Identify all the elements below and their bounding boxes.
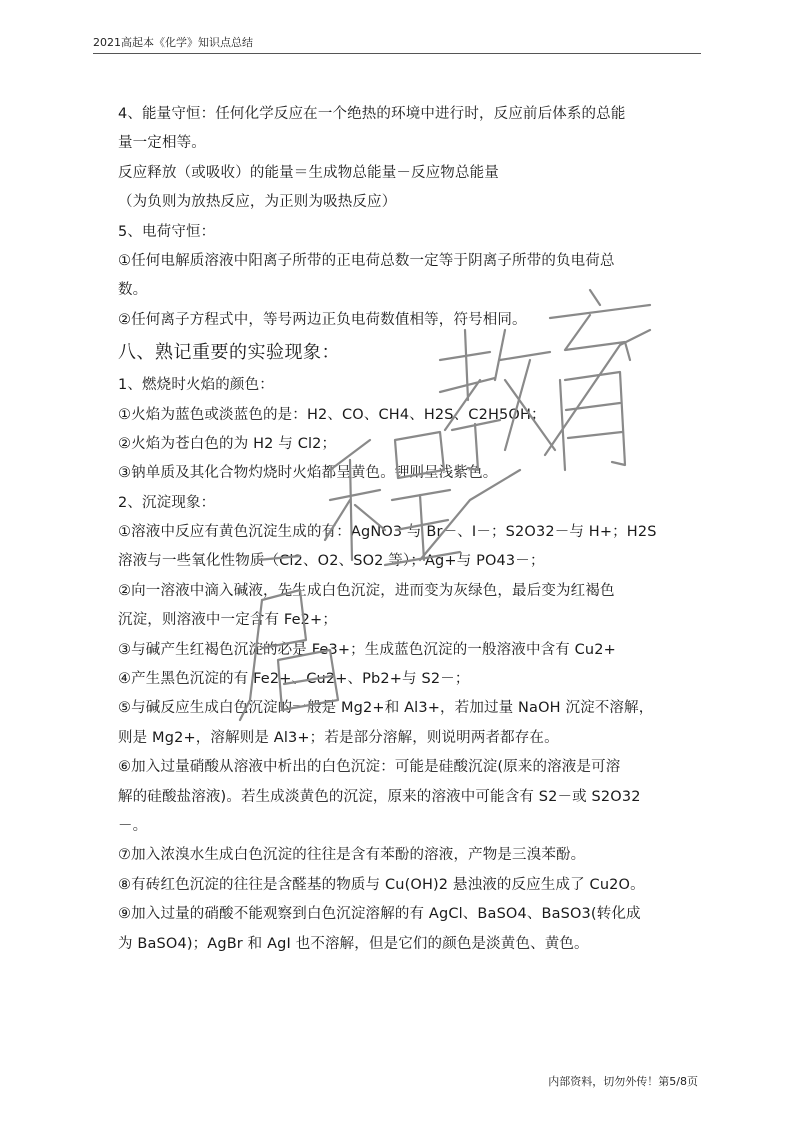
paragraph-line: 5、电荷守恒： (118, 223, 216, 240)
paragraph-line: 为 BaSO4)；AgBr 和 AgI 也不溶解，但是它们的颜色是淡黄色、黄色。 (118, 935, 589, 952)
paragraph-line: 1、燃烧时火焰的颜色： (118, 377, 274, 394)
paragraph-line: ④产生黑色沉淀的有 Fe2+、Cu2+、Pb2+与 S2－； (118, 671, 470, 688)
paragraph-line: 量一定相等。 (118, 135, 206, 152)
paragraph-line: ③钠单质及其化合物灼烧时火焰都呈黄色。钾则呈浅紫色。 (118, 465, 498, 482)
paragraph-line: 反应释放（或吸收）的能量＝生成物总能量－反应物总能量 (118, 164, 499, 181)
paragraph-line: 则是 Mg2+，溶解则是 Al3+；若是部分溶解，则说明两者都存在。 (118, 729, 559, 746)
section-heading: 八、熟记重要的实验现象： (118, 342, 340, 364)
paragraph-line: ②火焰为苍白色的为 H2 与 Cl2； (118, 435, 337, 452)
paragraph-line: 4、能量守恒：任何化学反应在一个绝热的环境中进行时，反应前后体系的总能 (118, 106, 626, 122)
page-header (93, 34, 701, 54)
paragraph-line: ③与碱产生红褐色沉淀的必是 Fe3+；生成蓝色沉淀的一般溶液中含有 Cu2+ (118, 641, 616, 658)
paragraph-line: ②任何离子方程式中，等号两边正负电荷数值相等，符号相同。 (118, 311, 527, 328)
paragraph-line: ⑥加入过量硝酸从溶液中析出的白色沉淀：可能是硅酸沉淀(原来的溶液是可溶 (118, 759, 621, 776)
paragraph-line: ⑧有砖红色沉淀的往往是含醛基的物质与 Cu(OH)2 悬浊液的反应生成了 Cu2O。 (118, 876, 645, 893)
paragraph-line: ①溶液中反应有黄色沉淀生成的有：AgNO3 与 Br－、I－；S2O32－与 H+；H2S (118, 524, 657, 541)
page-footer (548, 1073, 698, 1089)
paragraph-line: ②向一溶液中滴入碱液，先生成白色沉淀，进而变为灰绿色，最后变为红褐色 (118, 582, 615, 599)
paragraph-line: 数。 (118, 282, 148, 299)
paragraph-line: ①火焰为蓝色或淡蓝色的是：H2、CO、CH4、H2S、C2H5OH； (118, 406, 546, 423)
paragraph-line: ①任何电解质溶液中阳离子所带的正电荷总数一定等于阴离子所带的负电荷总 (118, 252, 615, 269)
document-body (118, 100, 678, 959)
paragraph-line: 溶液与一些氧化性物质（Cl2、O2、SO2 等）；Ag+与 PO43－； (118, 553, 545, 570)
paragraph-line: ⑤与碱反应生成白色沉淀的一般是 Mg2+和 Al3+，若加过量 NaOH 沉淀不溶解， (118, 700, 654, 717)
paragraph-line: 2、沉淀现象： (118, 494, 216, 511)
paragraph-line: ⑨加入过量的硝酸不能观察到白色沉淀溶解的有 AgCl、BaSO4、BaSO3(转化成 (118, 906, 641, 923)
paragraph-line: 沉淀，则溶液中一定含有 Fe2+； (118, 612, 338, 629)
header-title: 2021高起本《化学》知识点总结 (93, 36, 253, 49)
paragraph-line: ⑦加入浓溴水生成白色沉淀的往往是含有苯酚的溶液，产物是三溴苯酚。 (118, 847, 586, 864)
footer-text: 内部资料，切勿外传！第5/8页 (548, 1075, 698, 1088)
paragraph-line: 解的硅酸盐溶液)。若生成淡黄色的沉淀，原来的溶液中可能含有 S2－或 S2O32 (118, 788, 641, 805)
paragraph-line: －。 (118, 817, 148, 834)
paragraph-line: （为负则为放热反应，为正则为吸热反应） (118, 194, 397, 211)
